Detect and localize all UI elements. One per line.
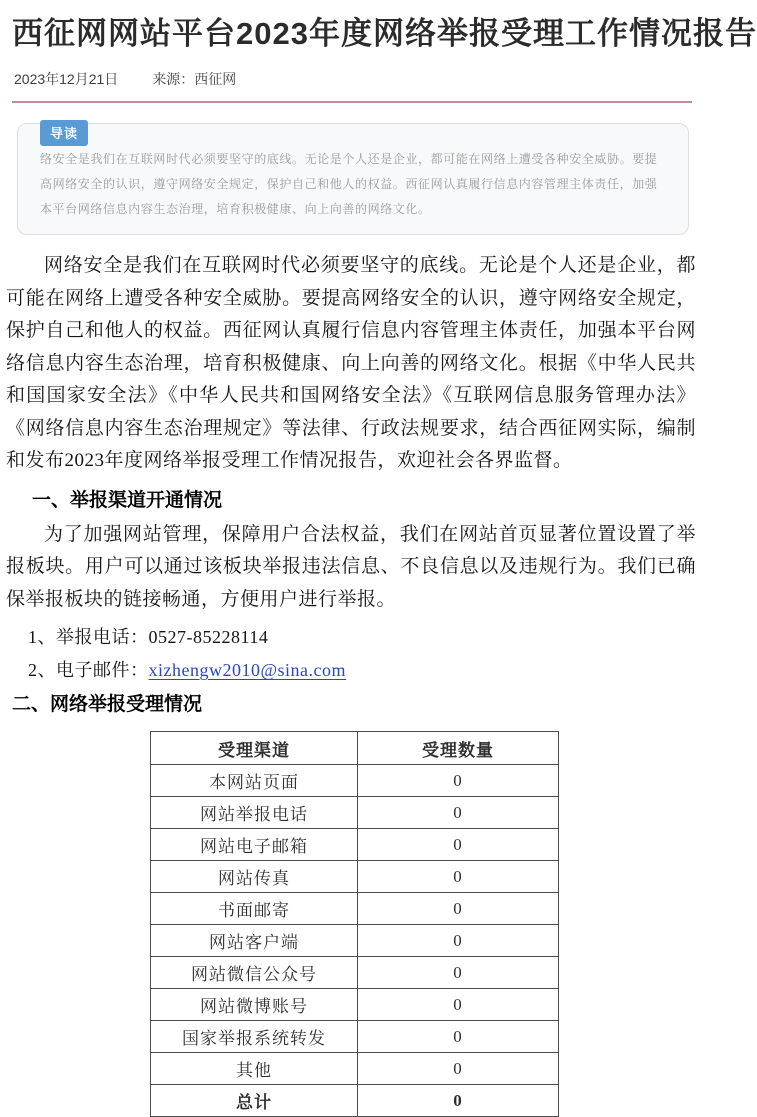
table-row (151, 925, 559, 957)
channel-cell: 网站传真 (151, 861, 358, 893)
table-row (151, 989, 559, 1021)
count-cell: 0 (358, 957, 559, 989)
email-link[interactable]: xizhengw2010@sina.com (148, 660, 347, 680)
section-heading-acceptance: 二、网络举报受理情况 (12, 694, 203, 715)
table-row (151, 1021, 559, 1053)
channel-cell: 网站电子邮箱 (151, 829, 358, 861)
count-cell: 0 (358, 893, 559, 925)
count-cell: 0 (358, 861, 559, 893)
page-title: 西征网网站平台2023年度网络举报受理工作情况报告 (12, 16, 757, 51)
channel-cell: 书面邮寄 (151, 893, 358, 925)
count-cell: 0 (358, 925, 559, 957)
intro-summary-box (17, 123, 689, 235)
table-row (151, 797, 559, 829)
table-row (151, 1053, 559, 1085)
source-label: 来源：西征网 (152, 71, 237, 87)
channel-cell: 网站微信公众号 (151, 957, 358, 989)
table-row (151, 861, 559, 893)
count-cell: 0 (358, 765, 559, 797)
report-phone-text: 1、举报电话：0527-85228114 (28, 627, 269, 647)
report-table (150, 731, 559, 1117)
channel-cell: 网站举报电话 (151, 797, 358, 829)
intro-badge: 导读 (40, 120, 88, 146)
table-row (151, 893, 559, 925)
intro-text: 络安全是我们在互联网时代必须要坚守的底线。无论是个人还是企业，都可能在网络上遭受各种安全威胁。要提高网络安全的认识，遵守网络安全规定，保护自己和他人的权益。西征网认真履行信息内容管理主体责任，加强本平台网络信息内容生态治理，培育积极健康、向上向善的网络文化。 (40, 152, 658, 216)
count-cell: 0 (358, 797, 559, 829)
channel-cell: 网站客户端 (151, 925, 358, 957)
count-cell: 0 (358, 1021, 559, 1053)
count-cell: 0 (358, 829, 559, 861)
article-body (0, 250, 702, 716)
count-cell: 0 (358, 989, 559, 1021)
channel-cell: 网站微博账号 (151, 989, 358, 1021)
header-divider (12, 101, 692, 103)
count-cell: 0 (358, 1053, 559, 1085)
paragraph-channels: 为了加强网站管理，保障用户合法权益，我们在网站首页显著位置设置了举报板块。用户可以通过该板块举报违法信息、不良信息以及违规行为。我们已确保举报板块的链接畅通，方便用户进行举报。 (6, 523, 696, 610)
article-meta (14, 69, 702, 89)
count-cell: 0 (358, 1085, 559, 1117)
table-body (151, 765, 559, 1117)
channel-cell: 本网站页面 (151, 765, 358, 797)
table-header-cell: 受理数量 (358, 732, 559, 765)
report-email-prefix: 2、电子邮件： (28, 660, 149, 680)
table-row (151, 957, 559, 989)
paragraph-overview: 网络安全是我们在互联网时代必须要坚守的底线。无论是个人还是企业，都可能在网络上遭受各种安全威胁。要提高网络安全的认识，遵守网络安全规定，保护自己和他人的权益。西征网认真履行信息内容管理主体责任，加强本平台网络信息内容生态治理，培育积极健康、向上向善的网络文化。根据《中华人民共和国国家安全法》《中华人民共和国网络安全法》《互联网信息服务管理办法》《网络信息内容生态治理规定》等法律、行政法规要求，结合西征网实际，编制和发布2023年度网络举报受理工作情况报告，欢迎社会各界监督。 (6, 255, 696, 471)
channel-cell: 国家举报系统转发 (151, 1021, 358, 1053)
table-header-cell: 受理渠道 (151, 732, 358, 765)
channel-cell: 其他 (151, 1053, 358, 1085)
report-phone-item (6, 625, 696, 649)
article-page (0, 8, 757, 1112)
channel-cell: 总计 (151, 1085, 358, 1117)
table-header-row (151, 732, 559, 765)
publish-date: 2023年12月21日 (14, 71, 119, 87)
table-row (151, 829, 559, 861)
section-heading-channels: 一、举报渠道开通情况 (32, 489, 223, 511)
table-row (151, 765, 559, 797)
table-row (151, 1085, 559, 1117)
report-email-item (6, 658, 696, 682)
